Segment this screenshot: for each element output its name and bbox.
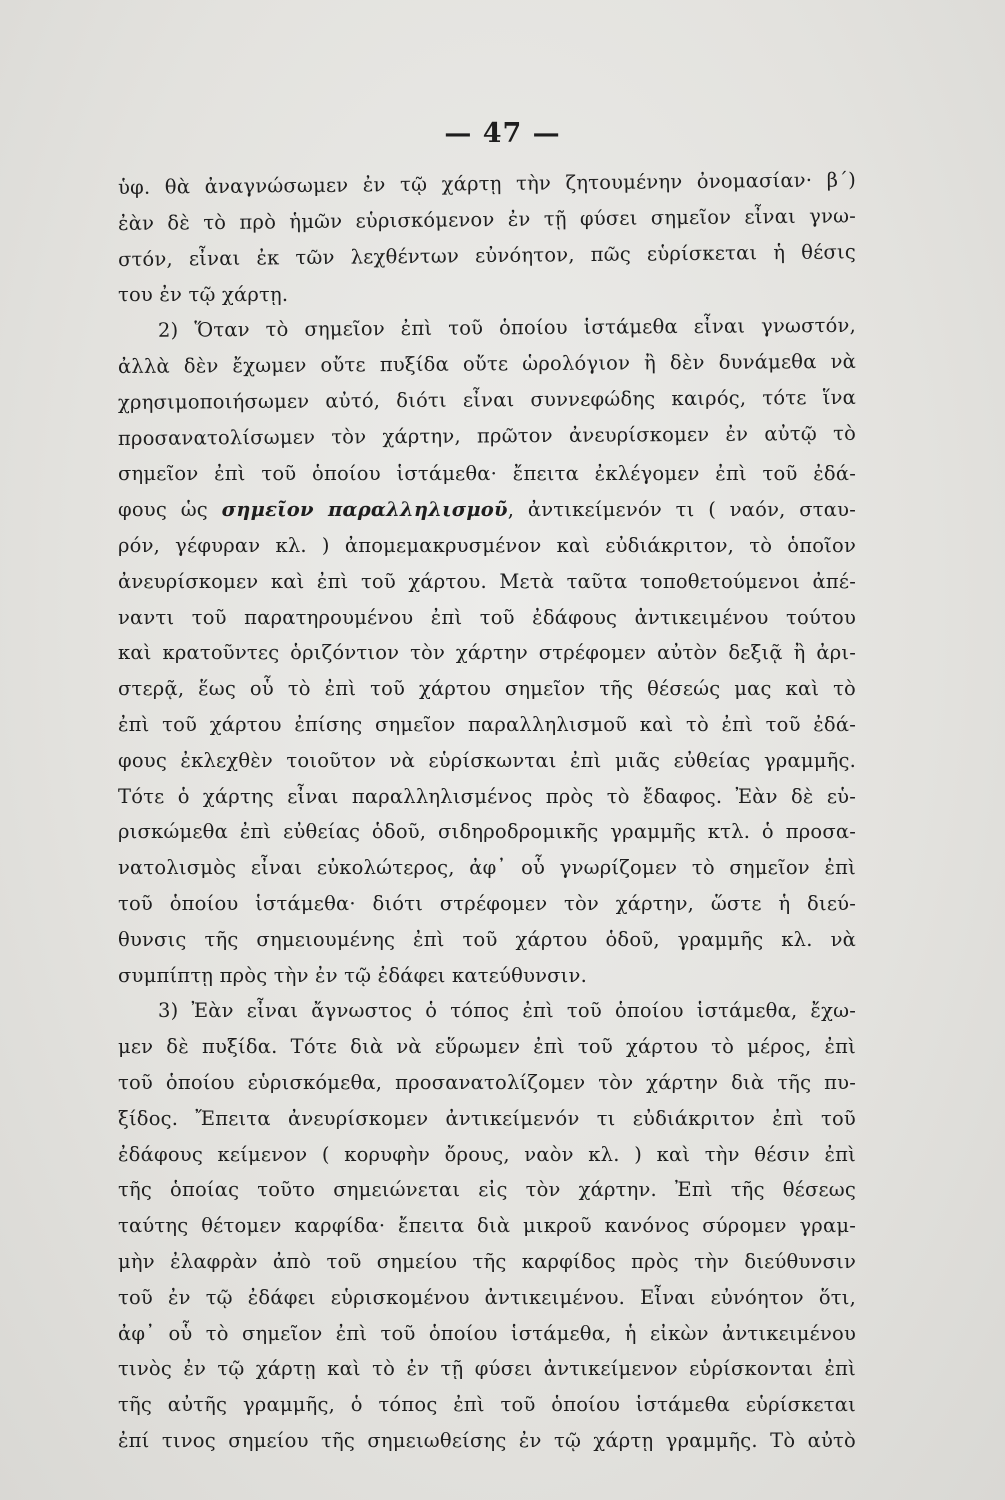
- text-line: του ἐν τῷ χάρτῃ.: [118, 283, 289, 307]
- text-line: τῆς ὁποίας τοῦτο σημειώνεται εἰς τὸν χάρτην. Ἐπὶ τῆς θέσεως: [118, 1178, 856, 1202]
- text-line: τοῦ ἐν τῷ ἐδάφει εὑρισκομένου ἀντικειμένου. Εἶναι εὐνόητον ὅτι,: [118, 1285, 856, 1309]
- text-line: τοῦ ὁποίου εὑρισκόμεθα, προσανατολίζομεν τὸν χάρτην διὰ τῆς πυ-: [118, 1070, 856, 1094]
- text-fragment: φους ὡς: [118, 498, 222, 522]
- emphasized-term: σημεῖον παραλληλισμοῦ: [221, 498, 508, 522]
- text-line: χρησιμοποιήσωμεν αὐτό, διότι εἶναι συννεφώδης καιρός, τότε ἵνα: [117, 385, 857, 414]
- text-line: ταύτης θέτομεν καρφίδα· ἔπειτα διὰ μικροῦ κανόνος σύρομεν γραμ-: [118, 1214, 856, 1238]
- text-line: προσανατολίσωμεν τὸν χάρτην, πρῶτον ἀνευρίσκομεν ἐν αὐτῷ τὸ: [117, 421, 857, 450]
- text-line: ἐδάφους κείμενον ( κορυφὴν ὄρους, ναὸν κλ. ) καὶ τὴν θέσιν ἐπὶ: [118, 1142, 856, 1166]
- text-line: μεν δὲ πυξίδα. Τότε διὰ νὰ εὕρωμεν ἐπὶ τοῦ χάρτου τὸ μέρος, ἐπὶ: [118, 1035, 856, 1059]
- text-line: ἐὰν δὲ τὸ πρὸ ἡμῶν εὑρισκόμενον ἐν τῇ φύσει σημεῖον εἶναι γνω-: [117, 204, 857, 235]
- text-line: ρόν, γέφυραν κλ. ) ἀπομεμακρυσμένον καὶ εὐδιάκριτον, τὸ ὁποῖον: [118, 533, 856, 557]
- text-line: μὴν ἐλαφρὰν ἀπὸ τοῦ σημείου τῆς καρφίδος πρὸς τὴν διεύθυνσιν: [118, 1249, 856, 1273]
- text-line: ἀφ᾽ οὗ τὸ σημεῖον ἐπὶ τοῦ ὁποίου ἱστάμεθα, ἡ εἰκὼν ἀντικειμένου: [118, 1321, 856, 1345]
- text-line: νατολισμὸς εἶναι εὐκολώτερος, ἀφ᾽ οὗ γνωρίζομεν τὸ σημεῖον ἐπὶ: [118, 856, 856, 880]
- text-line: ναντι τοῦ παρατηρουμένου ἐπὶ τοῦ ἐδάφους ἀντικειμένου τούτου: [118, 605, 856, 629]
- paragraph-2-start: 2) Ὅταν τὸ σημεῖον ἐπὶ τοῦ ὁποίου ἱστάμεθα εἶναι γνωστόν,: [157, 314, 857, 342]
- text-line: συμπίπτῃ πρὸς τὴν ἐν τῷ ἐδάφει κατεύθυνσιν.: [118, 963, 587, 987]
- text-line: τινὸς ἐν τῷ χάρτῃ καὶ τὸ ἐν τῇ φύσει ἀντικείμενον εὑρίσκονται ἐπὶ: [118, 1357, 856, 1381]
- paragraph-3-start: 3) Ἐὰν εἶναι ἄγνωστος ὁ τόπος ἐπὶ τοῦ ὁποίου ἱστάμεθα, ἔχω-: [158, 999, 856, 1023]
- text-fragment: , ἀντικείμενόν τι ( ναόν, σταυ-: [507, 498, 856, 522]
- text-line: Τότε ὁ χάρτης εἶναι παραλληλισμένος πρὸς τὸ ἔδαφος. Ἐὰν δὲ εὑ-: [118, 784, 856, 808]
- text-line: θυνσις τῆς σημειουμένης ἐπὶ τοῦ χάρτου ὁδοῦ, γραμμῆς κλ. νὰ: [118, 927, 856, 951]
- text-line: τοῦ ὁποίου ἱστάμεθα· διότι στρέφομεν τὸν χάρτην, ὥστε ἡ διεύ-: [118, 891, 856, 915]
- body-text: [118, 170, 856, 1459]
- text-line: ἀνευρίσκομεν καὶ ἐπὶ τοῦ χάρτου. Μετὰ ταῦτα τοποθετούμενοι ἀπέ-: [118, 569, 856, 593]
- text-line: ὑφ. θὰ ἀναγνώσωμεν ἐν τῷ χάρτῃ τὴν ζητουμένην ὀνομασίαν· β΄): [117, 168, 857, 199]
- text-line: τῆς αὐτῆς γραμμῆς, ὁ τόπος ἐπὶ τοῦ ὁποίου ἱστάμεθα εὑρίσκεται: [118, 1393, 856, 1417]
- text-line: ἐπί τινος σημείου τῆς σημειωθείσης ἐν τῷ χάρτῃ γραμμῆς. Τὸ αὐτὸ: [118, 1428, 856, 1452]
- text-line: στερᾷ, ἕως οὗ τὸ ἐπὶ τοῦ χάρτου σημεῖον τῆς θέσεώς μας καὶ τὸ: [118, 677, 856, 701]
- text-line: σημεῖον ἐπὶ τοῦ ὁποίου ἱστάμεθα· ἔπειτα ἐκλέγομεν ἐπὶ τοῦ ἐδά-: [118, 462, 856, 486]
- text-line: φους ἐκλεχθὲν τοιοῦτον νὰ εὑρίσκωνται ἐπὶ μιᾶς εὐθείας γραμμῆς.: [118, 748, 856, 772]
- text-line: καὶ κρατοῦντες ὁριζόντιον τὸν χάρτην στρέφομεν αὐτὸν δεξιᾷ ἢ ἀρι-: [118, 641, 856, 665]
- text-line: στόν, εἶναι ἐκ τῶν λεχθέντων εὐνόητον, πῶς εὑρίσκεται ἡ θέσις: [117, 239, 857, 271]
- text-line-mixed: [118, 492, 856, 528]
- text-line: ρισκώμεθα ἐπὶ εὐθείας ὁδοῦ, σιδηροδρομικῆς γραμμῆς κτλ. ὁ προσα-: [118, 820, 856, 844]
- text-line: ἐπὶ τοῦ χάρτου ἐπίσης σημεῖον παραλληλισμοῦ καὶ τὸ ἐπὶ τοῦ ἐδά-: [118, 712, 856, 736]
- page-number: — 47 —: [444, 118, 561, 149]
- text-line: ξίδος. Ἔπειτα ἀνευρίσκομεν ἀντικείμενόν τι εὐδιάκριτον ἐπὶ τοῦ: [118, 1106, 856, 1130]
- text-line: ἀλλὰ δὲν ἔχωμεν οὔτε πυξίδα οὔτε ὡρολόγιον ἢ δὲν δυνάμεθα νὰ: [117, 349, 857, 378]
